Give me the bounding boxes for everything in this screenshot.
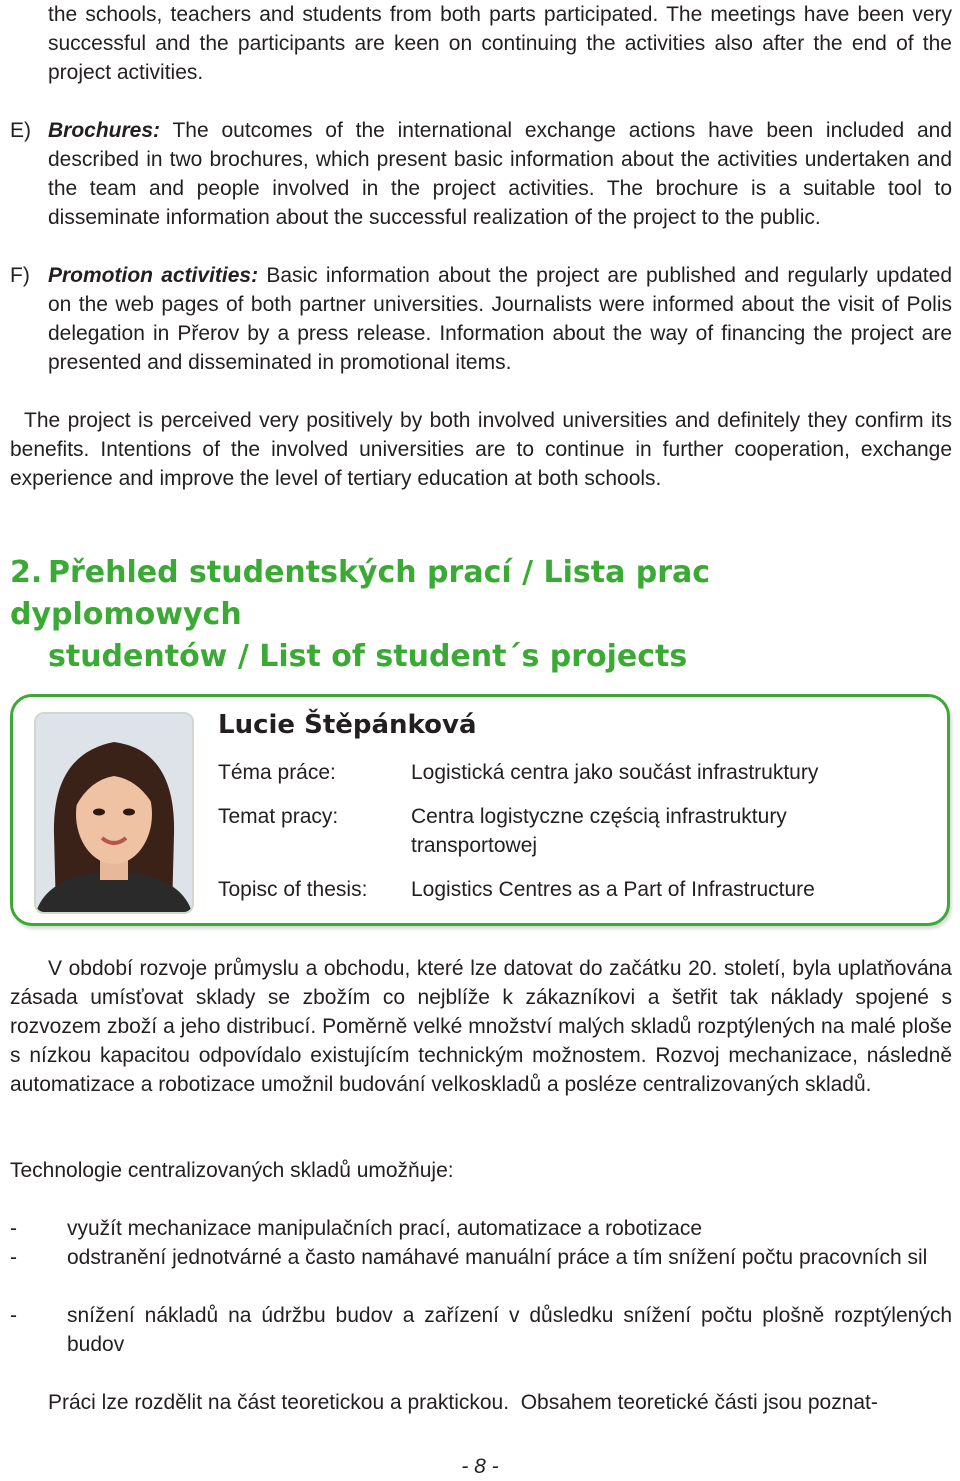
thesis-label-en: Topisc of thesis: — [218, 878, 368, 901]
list-item-1: využít mechanizace manipulačních prací, automatizace a robotizace — [67, 1217, 702, 1240]
summary-paragraph: The project is perceived very positively by both involved universities and definitely they confirm its benefits. Intentions of the involved universities are to continue in further cooperation, exchange experience and improve the level of tertiary education at both schools. — [10, 409, 952, 490]
thesis-label-cz: Téma práce: — [218, 761, 336, 784]
thesis-value-pl: Centra logistyczne częścią infrastruktury transportowej — [411, 805, 787, 857]
body-paragraph-2: Technologie centralizovaných skladů umožňuje: — [10, 1159, 454, 1182]
list-marker: - — [10, 1217, 17, 1240]
intro-paragraph: the schools, teachers and students from both parts participated. The meetings have been very successful and the participants are keen on continuing the activities also after the end of the project activities. — [48, 3, 952, 84]
brochures-text: The outcomes of the international exchange actions have been included and described in two brochures, which present basic information about the activities undertaken and the team and people involved in the project activities. The brochure is a suitable tool to disseminate information about the successful realization of the project to the public. — [48, 119, 952, 229]
item-marker-f: F) — [10, 264, 30, 287]
student-photo — [34, 712, 194, 914]
item-marker-e: E) — [10, 119, 31, 142]
list-marker: - — [10, 1246, 17, 1269]
thesis-label-pl: Temat pracy: — [218, 805, 339, 828]
page-number: - 8 - — [461, 1455, 499, 1478]
promotion-title: Promotion activities: — [48, 264, 259, 287]
thesis-value-cz: Logistická centra jako součást infrastruktury — [411, 761, 819, 784]
portrait-image — [36, 714, 192, 912]
student-name: Lucie Štěpánková — [218, 710, 477, 740]
promotion-text: Basic information about the project are published and regularly updated on the web pages of both partner universities. Journalists were informed about the visit of Polis delegation in Přerov by a press release. Information about the way of financing the project are presented and disseminated in promotional items. — [48, 264, 952, 374]
list-item-3: snížení nákladů na údržbu budov a zařízení v důsledku snížení počtu plošně rozptýlených budov — [67, 1304, 952, 1356]
section-title-line1: Přehled studentských prací / Lista prac dyplomowych — [10, 555, 711, 632]
brochures-paragraph — [48, 116, 952, 232]
thesis-value-en: Logistics Centres as a Part of Infrastructure — [411, 878, 815, 901]
list-marker: - — [10, 1304, 17, 1327]
section-heading — [10, 552, 910, 678]
section-number: 2. — [10, 555, 43, 590]
promotion-paragraph — [48, 261, 952, 377]
list-item-2: odstranění jednotvárné a často namáhavé manuální práce a tím snížení počtu pracovních sil — [67, 1246, 928, 1269]
brochures-title: Brochures: — [48, 119, 161, 142]
body-paragraph-3: Práci lze rozdělit na část teoretickou a praktickou. Obsahem teoretické části jsou poznat- — [48, 1391, 878, 1414]
body-paragraph-1: V období rozvoje průmyslu a obchodu, které lze datovat do začátku 20. století, byla uplatňována zásada umísťovat sklady se zbožím co nejblíže k zákazníkovi a šetřit tak náklady spojené s rozvozem zboží a jeho distribucí. Poměrně velké množství malých skladů rozptýlených na malé ploše s nízkou kapacitou odpovídalo existujícím technickým možnostem. Rozvoj mechanizace, následně automatizace a robotizace umožnil budování velkoskladů a posléze centralizovaných skladů. — [10, 957, 952, 1096]
section-title-line2: studentów / List of student´s projects — [48, 639, 688, 674]
